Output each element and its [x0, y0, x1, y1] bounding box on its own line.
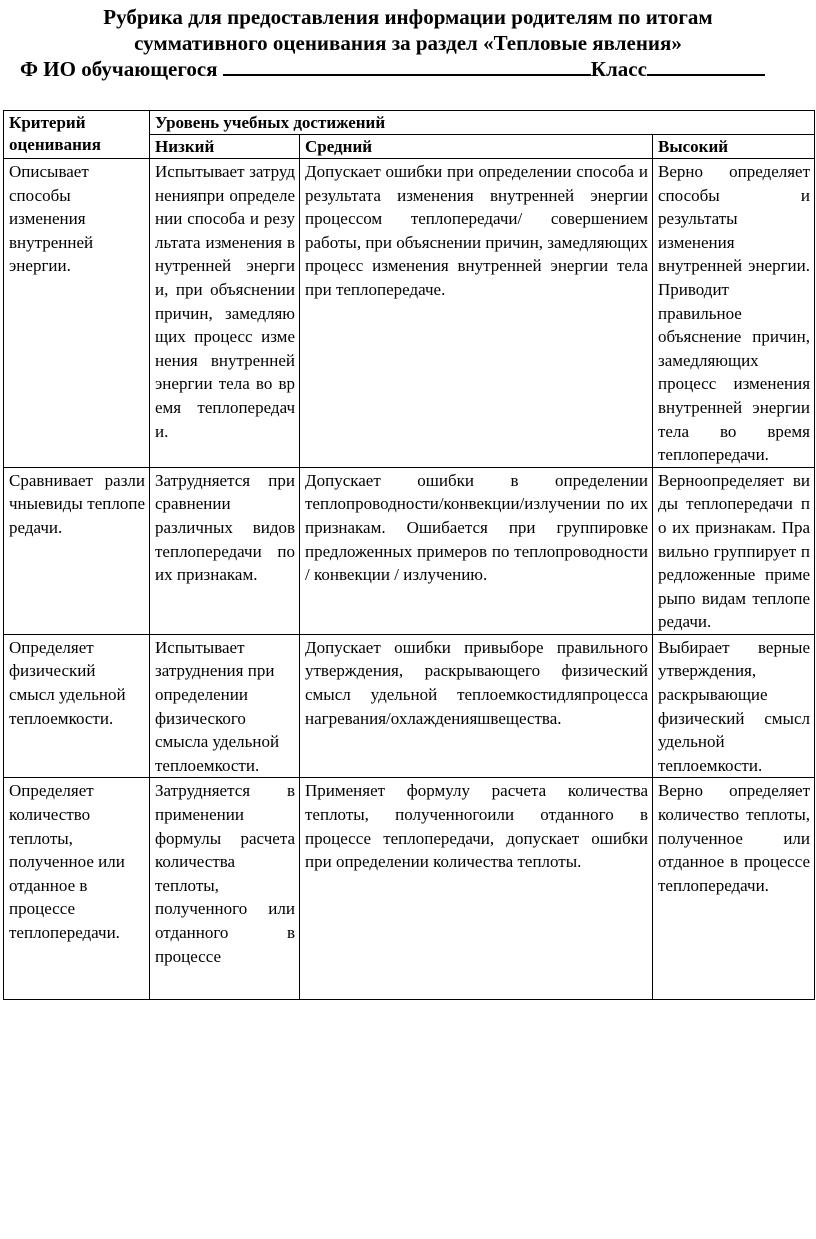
level-medium-header: Средний — [300, 135, 653, 159]
level-low-header: Низкий — [150, 135, 300, 159]
low-level-cell — [150, 778, 300, 1000]
class-blank — [647, 56, 765, 76]
criterion-header: Критерий оценивания — [4, 111, 150, 159]
title-line-1: Рубрика для предоставления информации родителям по итогам — [103, 5, 713, 29]
table-row — [4, 467, 815, 634]
medium-level-cell: Допускает ошибки при определении способа и результата изменения внутренней энергии процессом теплопередачи/ совершением работы, при объяснении причин, замедляющих процесс изменения внутренней энергии тела при теплопередаче. — [300, 159, 653, 468]
criterion-cell — [4, 778, 150, 1000]
table-header-row — [4, 111, 815, 135]
level-high-header: Высокий — [653, 135, 815, 159]
criterion-text: Определяет количество теплоты, полученное или отданное в процессе теплопередачи. — [9, 781, 125, 942]
high-level-cell: Выбирает верные утверждения, раскрывающие физический смысл удельной теплоемкости. — [653, 634, 815, 778]
high-level-text: Верно определяет количество теплоты, полученное или отданное в процессе теплопередачи. — [658, 781, 811, 895]
student-info-line — [20, 56, 816, 82]
table-row — [4, 634, 815, 778]
title-line-2: суммативного оценивания за раздел «Тепловые явления» — [134, 31, 682, 55]
high-level-cell: Верноопределяет виды теплопередачи по их признакам. Правильно группирует предложенные примерыпо видам теплопередачи. — [653, 467, 815, 634]
low-level-cell: Затрудняется при сравнении различных видов теплопередачи по их признакам. — [150, 467, 300, 634]
low-level-text: Затрудняется в применении формулы расчета количества теплоты, полученного или отданного в процессе — [155, 781, 295, 966]
student-name-label: Ф ИО обучающегося — [20, 57, 218, 81]
table-row — [4, 159, 815, 468]
medium-level-cell: Допускает ошибки в определении теплопроводности/конвекции/излучении по их признакам. Ошибается при группировке предложенных примеров по теплопроводности / конвекции / излучению. — [300, 467, 653, 634]
medium-level-text: Применяет формулу расчета количества теплоты, полученногоили отданного в процессе теплопередачи, допускает ошибки при определении количества теплоты. — [305, 781, 648, 872]
medium-level-cell — [300, 778, 653, 1000]
medium-level-cell: Допускает ошибки привыборе правильного утверждения, раскрывающего физический смысл удельной теплоемкостидляпроцесса нагревания/охлажденияшвещества. — [300, 634, 653, 778]
high-level-cell: Верно определяет способы и результаты изменения внутренней энергии. Приводит правильное объяснение причин, замедляющих процесс изменения внутренней энергии тела во время теплопередачи. — [653, 159, 815, 468]
level-header: Уровень учебных достижений — [150, 111, 815, 135]
criterion-cell: Определяет физический смысл удельной теплоемкости. — [4, 634, 150, 778]
table-row — [4, 778, 815, 1000]
document-header — [0, 4, 816, 82]
criterion-cell: Сравнивает различныевиды теплопередачи. — [4, 467, 150, 634]
student-name-blank — [223, 56, 591, 76]
rubric-table — [3, 110, 815, 1000]
class-label: Класс — [590, 57, 647, 81]
low-level-cell: Испытывает затрудненияпри определении способа и результата изменения внутренней энергии, при объяснении причин, замедляющих процесс изменения внутренней энергии тела во время теплопередачи. — [150, 159, 300, 468]
low-level-cell: Испытывает затруднения при определении физического смысла удельной теплоемкости. — [150, 634, 300, 778]
high-level-cell — [653, 778, 815, 1000]
criterion-cell: Описывает способы изменения внутренней энергии. — [4, 159, 150, 468]
